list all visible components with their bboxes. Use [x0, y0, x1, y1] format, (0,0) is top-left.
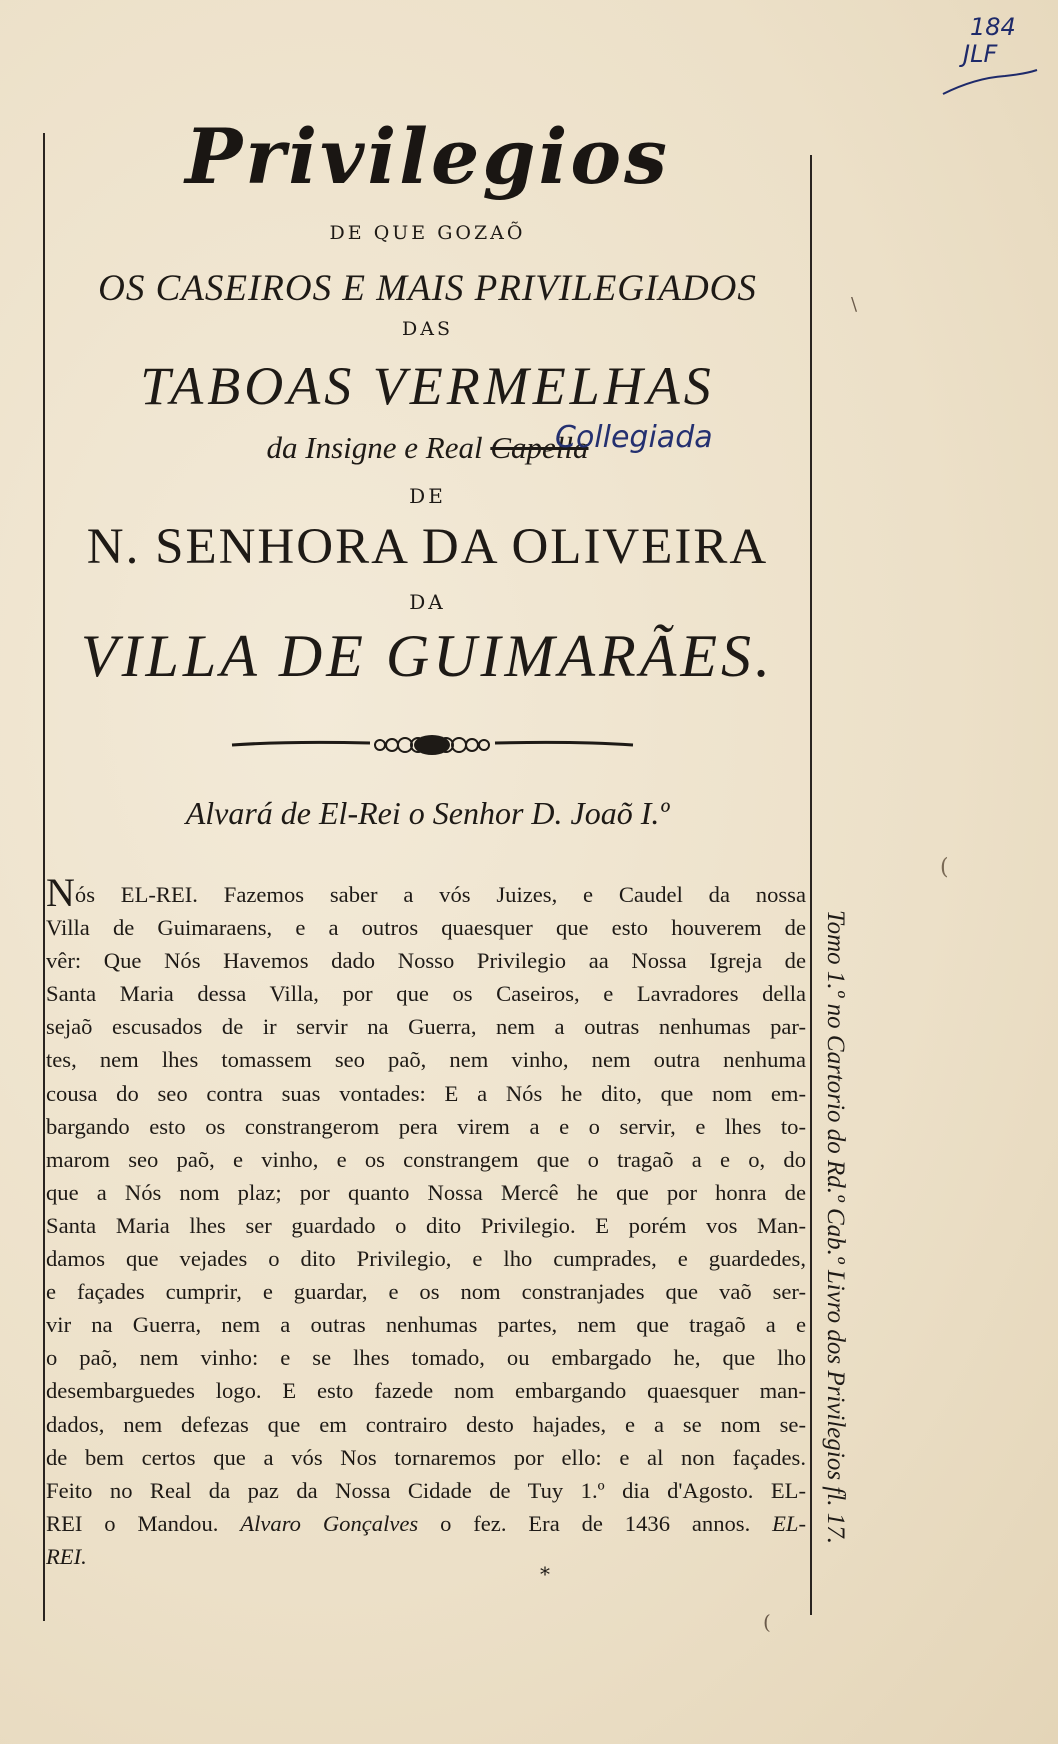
asterisk-mark: * [540, 1562, 550, 1586]
insigne-struck-word: Capella [490, 430, 589, 465]
heading-de-que: DE QUE GOZAÕ [329, 222, 526, 244]
body-line: marom seo paõ, e vinho, e os constrangem que o tragaõ a e o, do [46, 1146, 806, 1172]
decree-body [46, 870, 807, 1573]
folio-mark: JLF [963, 40, 998, 68]
body-line: Villa de Guimaraens, e a outros quaesquer que esto houverem de [46, 915, 806, 941]
folio-number: 184 [970, 13, 1016, 41]
heading-senhora: N. SENHORA DA OLIVEIRA [86, 519, 769, 575]
body-line: REI. [46, 1543, 87, 1569]
body-line: dados, nem defezas que em contrairo desto hajades, e a se nom se- [46, 1411, 806, 1437]
heading-das: DAS [402, 318, 453, 340]
body-line: e façades cumprir, e guardar, e os nom constranjades que vaõ ser- [46, 1279, 806, 1305]
body-line: desembarguedes logo. E esto fazede nom embargando quaesquer man- [46, 1378, 806, 1404]
heading-taboas: TABOAS VERMELHAS [140, 356, 715, 416]
insigne-prefix: da Insigne e Real [266, 430, 491, 465]
body-line: damos que vejades o dito Privilegio, e lho cumprades, e guardedes, [46, 1246, 806, 1272]
heading-de: DE [409, 484, 446, 508]
folio-annotation [935, 8, 1045, 98]
margin-bracket-mark: ( [940, 855, 949, 880]
folio-flourish [935, 56, 1045, 96]
ornament-divider [230, 730, 635, 760]
body-line: vir na Guerra, nem a outras nenhumas partes, nem que tragaõ a e [46, 1312, 806, 1338]
drop-cap: N [46, 870, 75, 915]
heading-villa: VILLA DE GUIMARÃES. [80, 623, 775, 689]
handwritten-correction: Collegiada [555, 420, 713, 455]
right-border-rule [810, 155, 812, 1615]
body-line: o paõ, nem vinho: e se lhes tomado, ou embargado he, que lho [46, 1345, 806, 1371]
page-title: Privilegios [185, 112, 670, 201]
body-line: cousa do seo contra suas vontades: E a Nós he dito, que nom em- [46, 1080, 806, 1106]
body-line: Nós EL-REI. Fazemos saber a vós Juizes, e Caudel da nossa [46, 870, 806, 915]
body-line: Feito no Real da paz da Nossa Cidade de Tuy 1.º dia d'Agosto. EL- [46, 1477, 806, 1503]
signer-name: Alvaro Gonçalves [240, 1510, 419, 1536]
heading-caseiros: OS CASEIROS E MAIS PRIVILEGIADOS [98, 268, 757, 309]
body-line: REI o Mandou. Alvaro Gonçalves o fez. Era de 1436 annos. EL- [46, 1510, 807, 1536]
margin-tick-mark: \ [851, 294, 858, 315]
body-line: tes, nem lhes tomassem seo paõ, nem vinho, nem outra nenhuma [46, 1047, 806, 1073]
body-line: Santa Maria lhes ser guardado o dito Privilegio. E porém vos Man- [46, 1212, 806, 1238]
margin-source-note: Tomo 1.º no Cartorio do Rd.º Cab.º Livro dos Privilegios fl. 17. [822, 910, 849, 1544]
body-line: Santa Maria dessa Villa, por que os Caseiros, e Lavradores della [46, 981, 806, 1007]
body-line: vêr: Que Nós Havemos dado Nosso Privilegio aa Nossa Igreja de [46, 948, 806, 974]
decree-subtitle: Alvará de El-Rei o Senhor D. Joaõ I.º [185, 795, 670, 831]
heading-da: DA [409, 590, 446, 614]
body-line: sejaõ escusados de ir servir na Guerra, nem a outras nenhumas par- [46, 1014, 806, 1040]
body-line: de bem certos que a vós Nos tornaremos por ello: e al non façades. [46, 1444, 806, 1470]
margin-paren-mark: ( [763, 1610, 771, 1634]
body-line: que a Nós nom plaz; por quanto Nossa Mercê he que por honra de [46, 1179, 806, 1205]
body-line: bargando esto os constrangerom pera virem a e o servir, e lhes to- [46, 1113, 806, 1139]
